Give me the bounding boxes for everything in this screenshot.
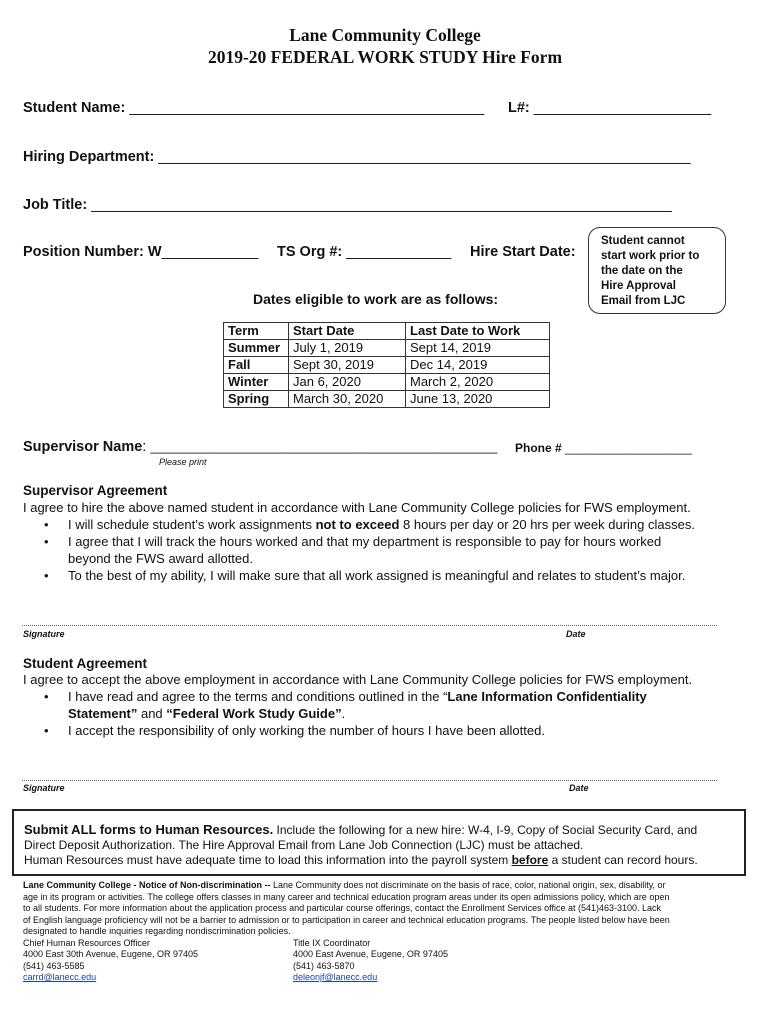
student-name-line[interactable]: ____________________________________________	[129, 100, 485, 116]
please-print-note: Please print	[159, 457, 207, 467]
footer-line: designated to handle inquiries regarding nondiscrimination policies.	[23, 926, 291, 936]
ts-org-field[interactable]	[277, 244, 451, 260]
ts-org-label: TS Org #:	[277, 244, 343, 260]
bullet-text	[68, 517, 695, 532]
submit-text: Human Resources must have adequate time to load this information into the payroll system	[24, 853, 512, 867]
submit-lead: Submit ALL forms to Human Resources.	[24, 822, 274, 837]
submit-text: a student can record hours.	[548, 853, 698, 867]
student-signature-label: Signature	[23, 783, 65, 793]
position-number-field[interactable]	[23, 244, 258, 260]
nondiscrimination-notice	[23, 880, 753, 986]
bullet-text-continued: beyond the FWS award allotted.	[68, 551, 253, 566]
supervisor-agreement-intro: I agree to hire the above named student in accordance with Lane Community College policies for FWS employment.	[23, 500, 691, 515]
table-row	[224, 357, 550, 374]
bullet-text-part: I will schedule student’s work assignments	[68, 517, 316, 532]
notice-line: the date on the	[601, 265, 683, 277]
bullet-text-emphasis: Lane Information Confidentiality	[447, 689, 647, 704]
supervisor-phone-field[interactable]	[515, 441, 692, 455]
supervisor-name-field[interactable]	[23, 439, 497, 455]
last-date-cell: March 2, 2020	[406, 374, 550, 391]
submit-line: Direct Deposit Authorization. The Hire Approval Email from Lane Job Connection (LJC) must be attached.	[24, 838, 584, 852]
notice-line: start work prior to	[601, 250, 700, 262]
footer-line: age in its program or activities. The college offers classes in many career and technical education program areas under its open admissions policy, which are open	[23, 891, 670, 902]
contact-hr	[23, 938, 198, 984]
dates-table	[223, 322, 550, 408]
bullet-text: I agree that I will track the hours worked and that my department is responsible to pay for hours worked	[68, 534, 662, 549]
position-number-label: Position Number: W	[23, 244, 162, 260]
submit-emphasis: before	[511, 853, 549, 867]
job-title-label: Job Title:	[23, 197, 88, 213]
bullet-icon: •	[44, 723, 49, 738]
student-agreement-intro: I agree to accept the above employment in accordance with Lane Community College policies for FWS employment.	[23, 672, 693, 687]
job-title-field[interactable]	[23, 197, 672, 213]
bullet-text-emphasis: “Federal Work Study Guide”	[166, 706, 342, 721]
bullet-text-emphasis: Statement”	[68, 706, 138, 721]
college-name: Lane Community College	[289, 25, 481, 45]
supervisor-agreement-heading: Supervisor Agreement	[23, 483, 168, 498]
bullet-text: I accept the responsibility of only working the number of hours I have been allotted.	[68, 723, 545, 738]
submit-line	[24, 822, 734, 838]
hiring-department-field[interactable]	[23, 149, 691, 165]
term-cell: Summer	[224, 340, 289, 357]
bullet-text-part: I have read and agree to the terms and conditions outlined in the “	[68, 689, 448, 704]
column-header-term: Term	[224, 323, 289, 340]
job-title-line[interactable]: ________________________________________________________________________	[91, 197, 672, 213]
phone-line[interactable]: ___________________	[565, 441, 692, 455]
ts-org-line[interactable]: _____________	[346, 244, 452, 260]
supervisor-signature-label: Signature	[23, 629, 65, 639]
submit-text: Include the following for a new hire: W-4, I-9, Copy of Social Security Card, and	[273, 823, 698, 837]
notice-line: Student cannot	[601, 235, 685, 247]
contact-title: Chief Human Resources Officer	[23, 937, 150, 948]
footer-line: of English language proficiency will not be a barrier to admission or to participation in career and technical education programs. The people listed below have been	[23, 914, 670, 925]
submit-line	[24, 853, 734, 868]
footer-line	[23, 880, 753, 892]
start-work-notice	[588, 227, 726, 314]
table-row	[224, 340, 550, 357]
last-date-cell: June 13, 2020	[406, 391, 550, 408]
contact-phone: (541) 463-5870	[293, 960, 355, 971]
contact-address: 4000 East Avenue, Eugene, OR 97405	[293, 949, 448, 959]
l-number-label: L#:	[508, 100, 530, 116]
bullet-icon: •	[44, 689, 49, 704]
hiring-department-label: Hiring Department:	[23, 149, 155, 165]
supervisor-name-colon: :	[142, 439, 147, 455]
student-agreement-heading: Student Agreement	[23, 656, 148, 671]
l-number-line[interactable]: ______________________	[533, 100, 712, 116]
column-header-start-date: Start Date	[289, 323, 406, 340]
bullet-text-continued	[68, 706, 345, 721]
last-date-cell: Sept 14, 2019	[406, 340, 550, 357]
bullet-icon: •	[44, 568, 49, 583]
bullet-text-part: 8 hours per day or 20 hrs per week during classes.	[399, 517, 695, 532]
position-number-line[interactable]: ____________	[161, 244, 259, 260]
form-title: 2019-20 FEDERAL WORK STUDY Hire Form	[207, 47, 563, 67]
start-date-cell: July 1, 2019	[289, 340, 406, 357]
student-signature-line[interactable]	[22, 780, 717, 781]
supervisor-signature-line[interactable]	[22, 625, 717, 626]
term-cell: Spring	[224, 391, 289, 408]
term-cell: Fall	[224, 357, 289, 374]
start-date-cell: March 30, 2020	[289, 391, 406, 408]
hiring-department-line[interactable]: __________________________________________________________________	[158, 149, 691, 165]
footer-line: to all students. For more information about the application process and particular course offerings, contact the Enrollment Services office at (541)463-3100. Lack	[23, 903, 662, 913]
footer-text: Lane Community does not discriminate on the basis of race, color, national origin, sex, disability, or	[270, 880, 666, 890]
bullet-icon: •	[44, 517, 49, 532]
start-date-cell: Jan 6, 2020	[289, 374, 406, 391]
notice-line: Hire Approval	[601, 280, 676, 292]
footer-lead: Lane Community College - Notice of Non-discrimination --	[23, 880, 271, 890]
student-name-field[interactable]	[23, 100, 484, 116]
last-date-cell: Dec 14, 2019	[406, 357, 550, 374]
submit-instructions-box	[12, 809, 746, 876]
contact-email-link[interactable]: deleonjf@lanecc.edu	[293, 972, 378, 982]
student-name-label: Student Name:	[23, 100, 126, 116]
bullet-icon: •	[44, 534, 49, 549]
l-number-field[interactable]	[508, 100, 711, 116]
table-header-row	[224, 323, 550, 340]
contact-email-link[interactable]: carrd@lanecc.edu	[23, 972, 97, 982]
supervisor-date-label: Date	[566, 629, 586, 639]
bullet-text-part: .	[341, 706, 346, 721]
start-date-cell: Sept 30, 2019	[289, 357, 406, 374]
contact-title: Title IX Coordinator	[293, 937, 371, 948]
bullet-text	[68, 689, 647, 704]
term-cell: Winter	[224, 374, 289, 391]
notice-line: Email from LJC	[601, 295, 686, 307]
phone-label: Phone #	[515, 441, 562, 455]
dates-heading: Dates eligible to work are as follows:	[253, 291, 499, 307]
contact-title-ix	[293, 938, 448, 984]
student-date-label: Date	[569, 783, 589, 793]
table-row	[224, 391, 550, 408]
hire-start-date-label: Hire Start Date:	[470, 244, 576, 260]
column-header-last-date: Last Date to Work	[406, 323, 550, 340]
bullet-text: To the best of my ability, I will make sure that all work assigned is meaningful and relates to student’s major.	[68, 568, 686, 583]
contact-phone: (541) 463-5585	[23, 960, 85, 971]
supervisor-name-line[interactable]: ________________________________________________	[150, 439, 498, 454]
bullet-text-emphasis: not to exceed	[315, 517, 400, 532]
contacts	[23, 938, 753, 986]
contact-address: 4000 East 30th Avenue, Eugene, OR 97405	[23, 949, 198, 959]
bullet-text-part: and	[137, 706, 167, 721]
supervisor-name-label: Supervisor Name	[23, 439, 143, 455]
table-row	[224, 374, 550, 391]
